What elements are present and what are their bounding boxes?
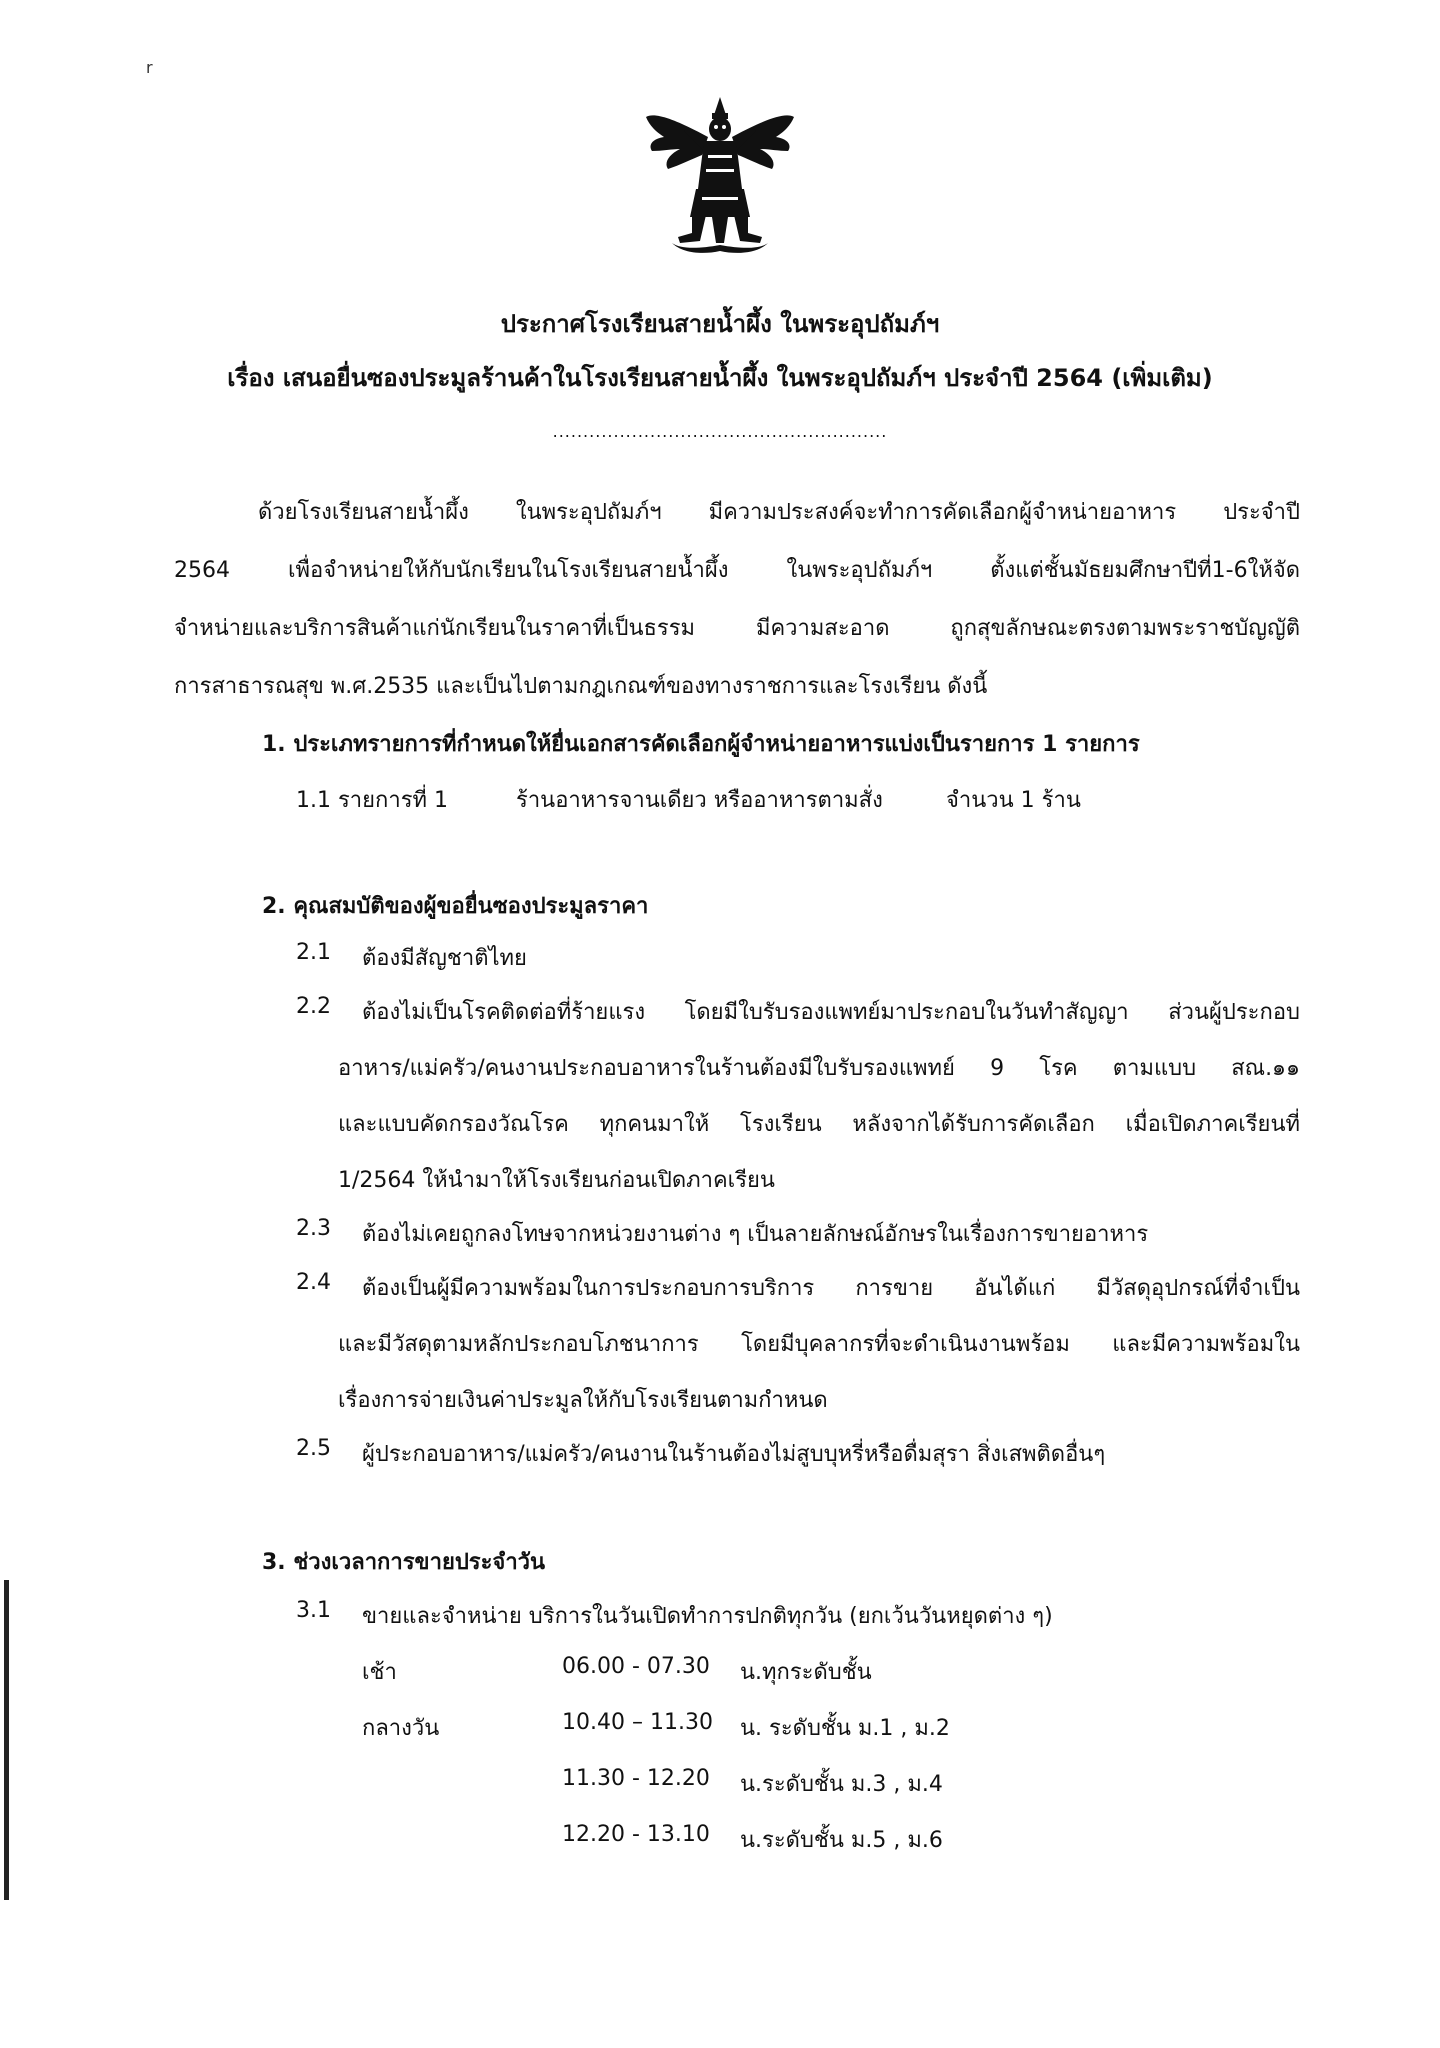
garuda-emblem-icon [642,93,798,259]
schedule-period: เช้า [362,1660,397,1685]
intro-line: 2564 เพื่อจำหน่ายให้กับนักเรียนในโรงเรียนสายน้ำผึ้ง ในพระอุปถัมภ์ฯ ตั้งแต่ชั้นมัธยมศึกษาปีที่1-6ให้จัด [174,558,1300,583]
schedule-period: กลางวัน [362,1716,440,1741]
intro-line: การสาธารณสุข พ.ศ.2535 และเป็นไปตามกฎเกณฑ์ของทางราชการและโรงเรียน ดังนี้ [174,674,988,699]
schedule-level: น.ระดับชั้น ม.3 , ม.4 [740,1772,943,1797]
qualification-text: ต้องไม่เป็นโรคติดต่อที่ร้ายแรง โดยมีใบรับรองแพทย์มาประกอบในวันทำสัญญา ส่วนผู้ประกอบ [362,1000,1300,1025]
item-number: 3.1 [296,1598,331,1623]
qualification-text: อาหาร/แม่ครัว/คนงานประกอบอาหารในร้านต้องมีใบรับรองแพทย์ 9 โรค ตามแบบ สณ.๑๑ [338,1056,1300,1081]
qualification-text: และมีวัสดุตามหลักประกอบโภชนาการ โดยมีบุคลากรที่จะดำเนินงานพร้อม และมีความพร้อมใน [338,1332,1300,1357]
qualification-text: และแบบคัดกรองวัณโรค ทุกคนมาให้ โรงเรียน หลังจากได้รับการคัดเลือก เมื่อเปิดภาคเรียนที่ [338,1112,1300,1137]
section-1-heading: 1. ประเภทรายการที่กำหนดให้ยื่นเอกสารคัดเลือกผู้จำหน่ายอาหารแบ่งเป็นรายการ 1 รายการ [262,732,1140,757]
announcement-subject: เรื่อง เสนอยื่นซองประมูลร้านค้าในโรงเรียนสายน้ำผึ้ง ในพระอุปถัมภ์ฯ ประจำปี 2564 (เพิ่มเติม) [227,364,1213,392]
intro-paragraph [174,484,1300,716]
item-number: 2.3 [296,1216,331,1241]
schedule-time: 12.20 - 13.10 [562,1822,710,1847]
qualification-text: ต้องเป็นผู้มีความพร้อมในการประกอบการบริการ การขาย อันได้แก่ มีวัสดุอุปกรณ์ที่จำเป็น [362,1276,1300,1301]
scan-corner-mark: r [146,58,153,77]
intro-line: ด้วยโรงเรียนสายน้ำผึ้ง ในพระอุปถัมภ์ฯ มีความประสงค์จะทำการคัดเลือกผู้จำหน่ายอาหาร ประจำปี [258,500,1300,525]
announcement-title: ประกาศโรงเรียนสายน้ำผึ้ง ในพระอุปถัมภ์ฯ [500,310,940,338]
intro-line: จำหน่ายและบริการสินค้าแก่นักเรียนในราคาที่เป็นธรรม มีความสะอาด ถูกสุขลักษณะตรงตามพระราชบัญญัติ [174,616,1300,641]
schedule-time: 11.30 - 12.20 [562,1766,710,1791]
sales-period-text: ขายและจำหน่าย บริการในวันเปิดทำการปกติทุกวัน (ยกเว้นวันหยุดต่าง ๆ) [362,1604,1053,1629]
item-number: 2.2 [296,994,331,1019]
item-number: 2.5 [296,1436,331,1461]
title-divider: ....................................................... [552,422,888,441]
schedule-time: 10.40 – 11.30 [562,1710,713,1735]
section-2-heading: 2. คุณสมบัติของผู้ขอยื่นซองประมูลราคา [262,894,649,919]
qualification-text: ต้องมีสัญชาติไทย [362,946,527,971]
schedule-time: 06.00 - 07.30 [562,1654,710,1679]
schedule-level: น. ระดับชั้น ม.1 , ม.2 [740,1716,950,1741]
section-1-item-desc: ร้านอาหารจานเดียว หรืออาหารตามสั่ง [516,788,883,813]
qualification-text: ผู้ประกอบอาหาร/แม่ครัว/คนงานในร้านต้องไม่สูบบุหรี่หรือดื่มสุรา สิ่งเสพติดอื่นๆ [362,1442,1106,1467]
schedule-level: น.ทุกระดับชั้น [740,1660,872,1685]
qualification-text: ต้องไม่เคยถูกลงโทษจากหน่วยงานต่าง ๆ เป็นลายลักษณ์อักษรในเรื่องการขายอาหาร [362,1222,1149,1247]
schedule-level: น.ระดับชั้น ม.5 , ม.6 [740,1828,943,1853]
qualification-text: เรื่องการจ่ายเงินค่าประมูลให้กับโรงเรียนตามกำหนด [338,1388,828,1413]
section-3-heading: 3. ช่วงเวลาการขายประจำวัน [262,1550,546,1575]
qualification-text: 1/2564 ให้นำมาให้โรงเรียนก่อนเปิดภาคเรียน [338,1168,775,1193]
section-1-item-label: 1.1 รายการที่ 1 [296,788,449,813]
item-number: 2.4 [296,1270,331,1295]
section-1-item-qty: จำนวน 1 ร้าน [946,788,1081,813]
scan-edge-shadow [4,1580,9,1900]
item-number: 2.1 [296,940,331,965]
